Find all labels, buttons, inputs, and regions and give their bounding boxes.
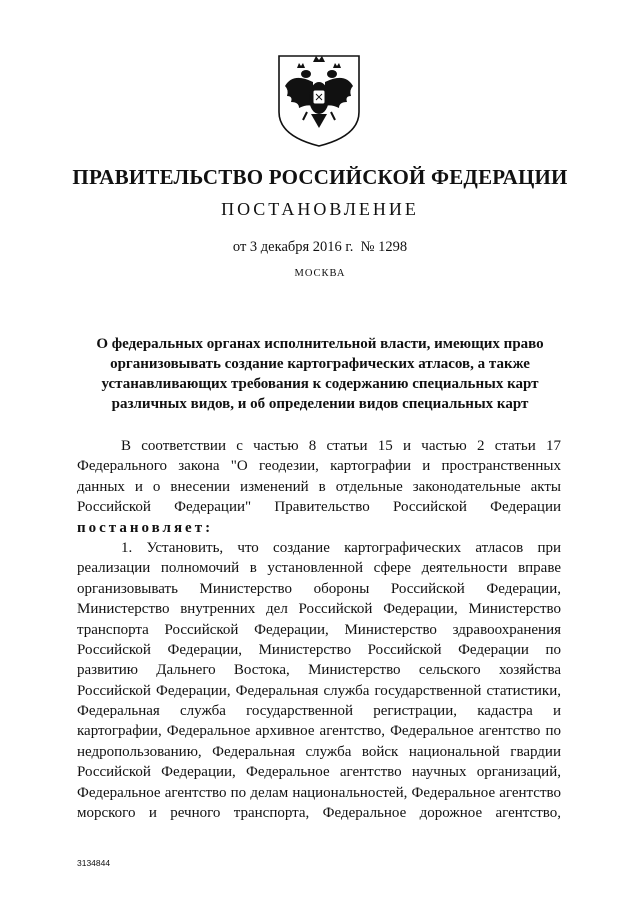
clause-line: Российской Федерации, Министерство Российской Федерации по: [77, 641, 561, 658]
clause-line: реализации полномочий в установленной сфере деятельности вправе: [77, 560, 561, 577]
resolves-line: [77, 518, 561, 538]
document-body: [77, 436, 561, 823]
clause-line: транспорта Российской Федерации, Министерство здравоохранения: [77, 621, 561, 638]
clause-line: недропользованию, Федеральная служба войск национальной гвардии: [77, 743, 561, 760]
preamble-line: В соответствии с частью 8 статьи 15 и частью 2 статьи 17: [121, 438, 561, 454]
document-number: 1298: [378, 239, 408, 255]
title-line: организовывать создание картографических атласов, а также: [110, 356, 530, 372]
coat-of-arms-icon: [273, 50, 365, 150]
clause-line: картографии, Федеральное архивное агентство, Федеральное агентство по: [77, 723, 561, 740]
number-sign: №: [360, 239, 375, 255]
clause-line: Российской Федерации, Федеральное агентство научных организаций,: [77, 764, 561, 781]
title-line: устанавливающих требования к содержанию специальных карт: [101, 376, 539, 392]
clause-line: организовывать Министерство обороны Российской Федерации,: [77, 580, 561, 597]
organization-heading: ПРАВИТЕЛЬСТВО РОССИЙСКОЙ ФЕДЕРАЦИИ: [72, 165, 568, 189]
clause-line: Федеральная служба государственной регистрации, кадастра и: [77, 703, 561, 720]
preamble-line: данных и о внесении изменений в отдельные законодательные акты: [77, 478, 561, 495]
city-name: МОСКВА: [294, 268, 346, 279]
clause-line: 1. Установить, что создание картографических атласов при: [121, 539, 561, 556]
clause-line: Министерство внутренних дел Российской Федерации, Министерство: [77, 601, 561, 618]
footer-code: 3134844: [77, 858, 111, 868]
resolves-word: постановляет:: [77, 519, 214, 536]
preamble-line: Федерального закона "О геодезии, картографии и пространственных: [77, 458, 561, 475]
document-date: от 3 декабря 2016 г.: [232, 239, 354, 255]
clause-line: развитию Дальнего Востока, Министерство сельского хозяйства: [77, 662, 561, 679]
clause-line: Федеральное агентство по делам национальностей, Федеральное агентство: [77, 784, 561, 801]
title-line: О федеральных органах исполнительной власти, имеющих право: [96, 336, 544, 352]
document-type: ПОСТАНОВЛЕНИЕ: [221, 199, 419, 219]
title-line: различных видов, и об определении видов специальных карт: [111, 396, 529, 412]
clause-line: морского и речного транспорта, Федеральное дорожное агентство,: [77, 805, 561, 822]
date-number-line: [0, 239, 640, 256]
preamble-line: Российской Федерации" Правительство Российской Федерации: [77, 499, 561, 516]
document-title: [70, 334, 570, 414]
clause-line: Российской Федерации, Федеральная служба государственной статистики,: [77, 682, 561, 699]
